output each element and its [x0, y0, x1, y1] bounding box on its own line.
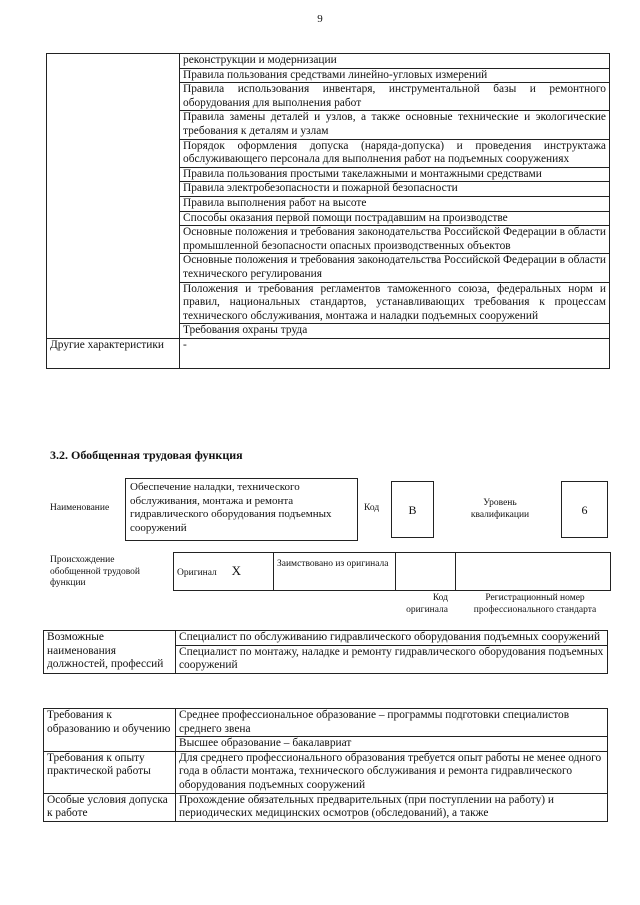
position-value: Специалист по обслуживанию гидравлического оборудования подъемных сооружений — [176, 631, 608, 646]
level-label: Уровень квалификации — [470, 498, 530, 520]
level-value-box — [561, 481, 608, 538]
admission-value: Прохождение обязательных предварительных (при поступлении на работу) и периодических медицинских осмотров (обследований), а также — [176, 793, 608, 821]
other-characteristics-value: - — [180, 338, 610, 368]
knowledge-row: реконструкции и модернизации — [180, 54, 610, 69]
other-characteristics-label: Другие характеристики — [47, 338, 180, 368]
origin-table — [173, 552, 611, 591]
experience-label: Требования к опыту практической работы — [44, 751, 176, 793]
original-cell — [174, 553, 274, 591]
education-value: Среднее профессиональное образование – программы подготовки специалистов среднего звена — [176, 709, 608, 737]
knowledge-row: Порядок оформления допуска (наряда-допуска) и проведения инструктажа обслуживающего персонала для выполнения работ на подъемных сооружениях — [180, 139, 610, 167]
level-value: 6 — [581, 503, 588, 517]
original-code-cell — [396, 553, 456, 591]
knowledge-row: Основные положения и требования законодательства Российской Федерации в области технического регулирования — [180, 254, 610, 282]
code-value: B — [408, 503, 417, 517]
experience-value: Для среднего профессионального образования требуется опыт работы не менее одного года в области монтажа, технического обслуживания и ремонта гидравлического оборудования подъемных сооружений — [176, 751, 608, 793]
admission-label: Особые условия допуска к работе — [44, 793, 176, 821]
knowledge-row: Правила электробезопасности и пожарной безопасности — [180, 182, 610, 197]
code-value-box — [391, 481, 434, 538]
page-number: 9 — [317, 13, 323, 25]
code-label: Код — [364, 503, 380, 513]
section-title: 3.2. Обобщенная трудовая функция — [50, 448, 243, 462]
knowledge-table — [46, 53, 610, 369]
knowledge-row: Правила использования инвентаря, инструментальной базы и ремонтного оборудования для выполнения работ — [180, 83, 610, 111]
knowledge-row: Основные положения и требования законодательства Российской Федерации в области промышленной безопасности опасных производственных объектов — [180, 226, 610, 254]
knowledge-row: Способы оказания первой помощи пострадавшим на производстве — [180, 211, 610, 226]
knowledge-row: Правила замены деталей и узлов, а также основные технические и экологические требования к деталям и узлам — [180, 111, 610, 139]
code-caption: Код оригинала — [406, 593, 448, 615]
knowledge-row: Требования охраны труда — [180, 324, 610, 339]
name-value: Обеспечение наладки, технического обслуживания, монтажа и ремонта гидравлического оборудования подъемных сооружений — [130, 481, 332, 534]
registration-caption: Регистрационный номер профессионального стандарта — [473, 593, 597, 615]
knowledge-row: Правила пользования средствами линейно-угловых измерений — [180, 68, 610, 83]
origin-label: Происхождение обобщенной трудовой функции — [50, 555, 140, 588]
registration-number-cell — [456, 553, 611, 591]
education-label: Требования к образованию и обучению — [44, 709, 176, 752]
knowledge-row: Правила пользования простыми такелажными и монтажными средствами — [180, 167, 610, 182]
knowledge-row: Положения и требования регламентов таможенного союза, федеральных норм и правил, национальных стандартов, устанавливающих требования к процессам технического обслуживания, монтажа и наладки подъемных сооружений — [180, 282, 610, 324]
positions-table — [43, 630, 608, 674]
borrowed-label: Заимствовано из оригинала — [274, 553, 396, 591]
knowledge-label-cell — [47, 54, 180, 339]
position-value: Специалист по монтажу, наладке и ремонту гидравлического оборудования подъемных сооружений — [176, 645, 608, 673]
positions-label: Возможные наименования должностей, профессий — [44, 631, 176, 674]
name-value-box — [125, 478, 358, 541]
original-label: Оригинал — [177, 567, 217, 578]
requirements-table — [43, 708, 608, 822]
education-value: Высшее образование – бакалавриат — [176, 737, 608, 752]
name-label: Наименование — [50, 503, 110, 513]
original-mark: X — [231, 562, 242, 578]
knowledge-row: Правила выполнения работ на высоте — [180, 196, 610, 211]
